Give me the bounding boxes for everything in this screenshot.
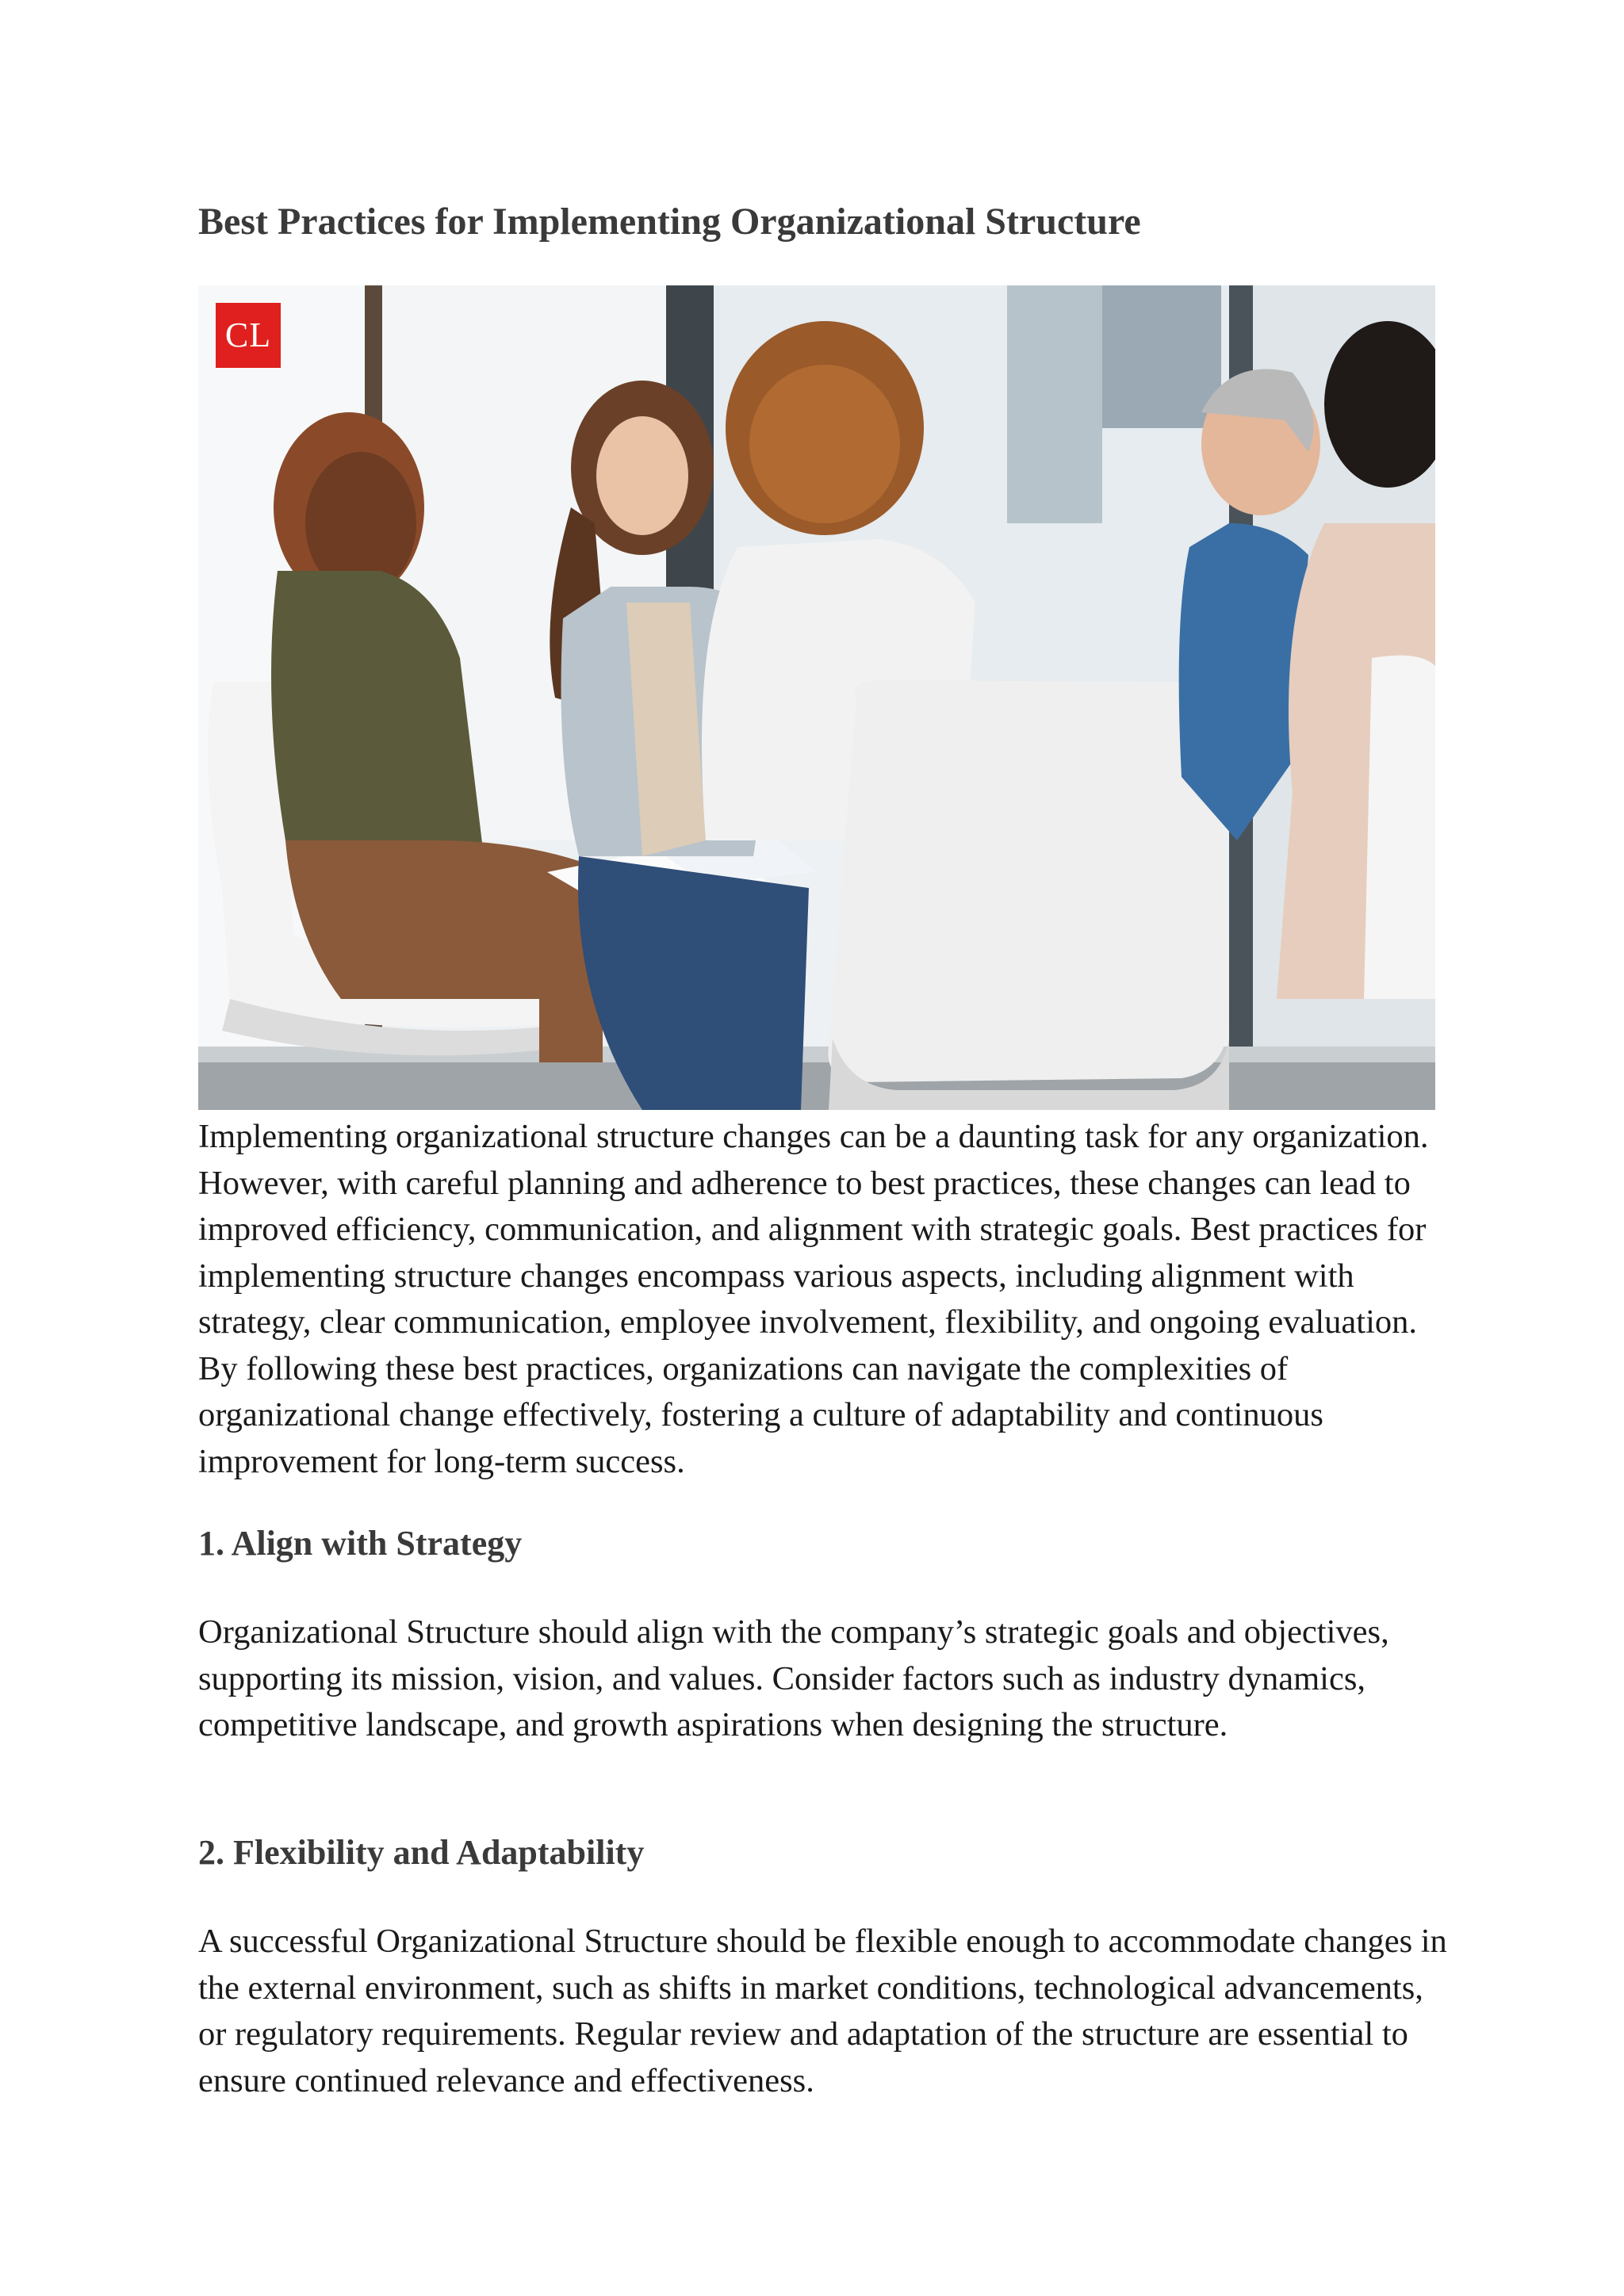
hero-photo xyxy=(198,285,1435,1110)
section-body-flexibility: A successful Organizational Structure should be flexible enough to accommodate changes in the external environment, such as shifts in market conditions, technological advancements, or regulatory requirements. Regular review and adaptation of the structure are essential to ensure continued relevance and effectiveness. xyxy=(198,1923,1447,2099)
section-heading-align-with-strategy: 1. Align with Strategy xyxy=(198,1524,523,1563)
meeting-photo-illustration xyxy=(198,285,1435,1110)
page-title: Best Practices for Implementing Organizational Structure xyxy=(198,201,1141,243)
section-body-align-with-strategy: Organizational Structure should align with the company’s strategic goals and objectives, supporting its mission, vision, and values. Consider factors such as industry dynamics, competitive landscape, and growth aspirations when designing the structure. xyxy=(198,1613,1389,1743)
section-heading-flexibility: 2. Flexibility and Adaptability xyxy=(198,1833,645,1872)
intro-paragraph: Implementing organizational structure changes can be a daunting task for any organization. However, with careful planning and adherence to best practices, these changes can lead to improved efficiency, communication, and alignment with strategic goals. Best practices for implementing structure changes encompass various aspects, including alignment with strategy, clear communication, employee involvement, flexibility, and ongoing evaluation. By following these best practices, organizations can navigate the complexities of organizational change effectively, fostering a culture of adaptability and continuous improvement for long-term success. xyxy=(198,1118,1429,1480)
brand-logo: CL xyxy=(216,303,281,368)
